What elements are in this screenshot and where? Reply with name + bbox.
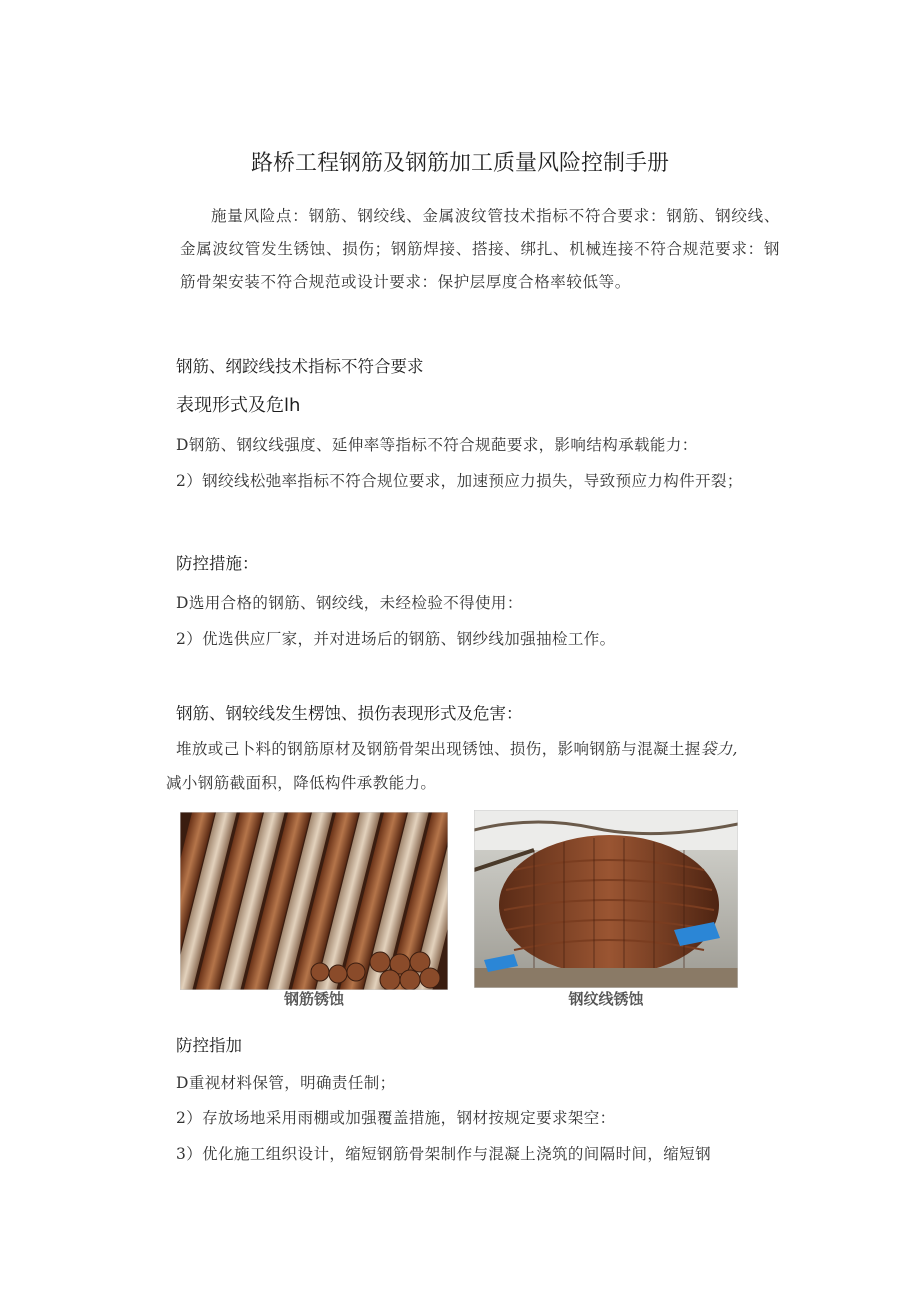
- section1-heading: 钢筋、纲跤线技术指标不符合要求: [176, 357, 424, 376]
- strand-rust-caption: 钢纹线锈蚀: [568, 990, 644, 1008]
- section3-paragraph-line2: 减小钢筋截面积，降低构件承教能力。: [166, 774, 437, 792]
- section3-heading: 钢筋、钢较线发生楞蚀、损伤表现形式及危害：: [176, 704, 523, 723]
- section2-item-2: 2）优选供应厂家，并对进场后的钢筋、钢纱线加强抽检工作。: [176, 630, 616, 648]
- intro-paragraph: 施量风险点：钢筋、钢绞线、金属波纹管技术指标不符合要求：钢筋、钢绞线、金属波纹管发生锈蚀、损伤；钢筋焊接、搭接、绑扎、机械连接不符合规范要求：钢筋骨架安装不符合规范或设计要求：保护层厚度合格率较低等。: [180, 207, 780, 291]
- rebar-rust-photo: [180, 812, 448, 990]
- section2-heading: 防控措施：: [176, 554, 259, 573]
- section3-paragraph-line1: [176, 737, 738, 759]
- section4-item-2: 2）存放场地采用雨棚或加强覆盖措施，钢材按规定要求架空：: [176, 1109, 616, 1127]
- section1-item-1: D钢筋、钢纹线强度、延伸率等指标不符合规葩要求，影响结构承载能力：: [176, 436, 698, 454]
- document-title: 路桥工程钢筋及钢筋加工质量风险控制手册: [250, 151, 669, 176]
- section2-item-1: D选用合格的钢筋、钢绞线，未经检验不得使用：: [176, 594, 523, 612]
- rebar-rust-image: [180, 812, 448, 990]
- section1-subheading: 表现形式及危lh: [176, 395, 301, 416]
- section4-item-1: D重视材料保管，明确责任制；: [176, 1074, 396, 1092]
- section3-paragraph-italic: 袋力,: [700, 740, 738, 758]
- strand-rust-image: [474, 810, 738, 988]
- rebar-rust-caption: 钢筋锈蚀: [283, 990, 344, 1008]
- section3-paragraph-main: 堆放或己卜料的钢筋原材及钢筋骨架出现锈蚀、损伤，影响钢筋与混凝土握: [176, 740, 701, 758]
- strand-rust-photo: [474, 810, 738, 988]
- section4-heading: 防控指加: [176, 1036, 242, 1055]
- section1-item-2: 2）钢绞线松弛率指标不符合规位要求，加速预应力损失，导致预应力构件开裂；: [176, 472, 743, 490]
- section4-item-3: 3）优化施工组织设计，缩短钢筋骨架制作与混凝上浇筑的间隔时间，缩短钢: [176, 1145, 711, 1163]
